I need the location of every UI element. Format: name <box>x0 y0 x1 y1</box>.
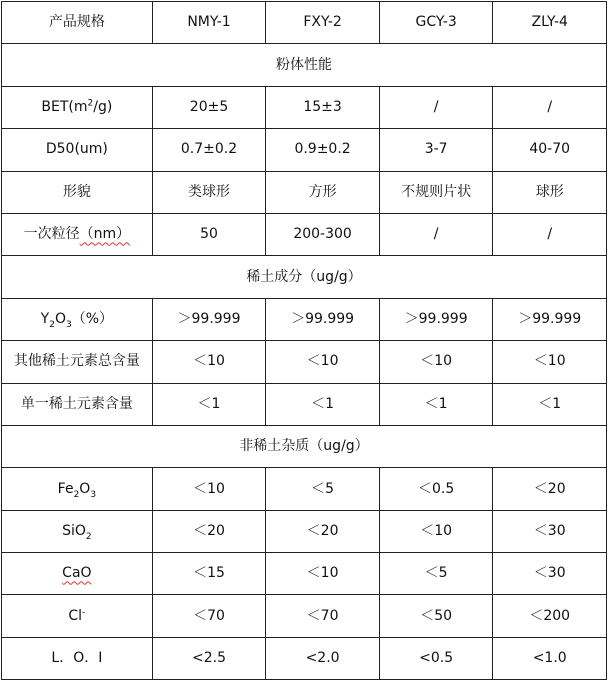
table-cell: ＜50 <box>379 595 493 637</box>
table-cell: ＞99.999 <box>493 298 607 340</box>
table-cell: <2.0 <box>266 637 380 679</box>
table-cell: ＜1 <box>379 383 493 425</box>
table-row <box>2 86 607 128</box>
row-label-bet <box>2 86 153 128</box>
label-subscript: 2 <box>73 489 80 500</box>
table-cell: ＜70 <box>266 595 380 637</box>
label-text: （%） <box>71 311 114 328</box>
label-superscript: 2 <box>87 98 94 109</box>
table-cell: 200-300 <box>266 213 380 255</box>
table-cell: ＜10 <box>379 510 493 552</box>
table-cell: ＞99.999 <box>266 298 380 340</box>
label-subscript: 3 <box>90 489 97 500</box>
product-spec-table <box>1 1 607 680</box>
label-superscript: - <box>82 607 86 618</box>
label-subscript: 3 <box>66 319 72 330</box>
section-row <box>2 425 607 467</box>
table-cell: ＜15 <box>152 553 266 595</box>
table-cell: 15±3 <box>266 86 380 128</box>
table-cell: ＞99.999 <box>152 298 266 340</box>
table-cell: ＜10 <box>152 341 266 383</box>
table-row <box>2 595 607 637</box>
section-row <box>2 44 607 86</box>
table-cell: / <box>379 86 493 128</box>
table-cell: ＜10 <box>266 341 380 383</box>
header-product: NMY-1 <box>152 2 266 44</box>
table-cell: ＜10 <box>493 341 607 383</box>
table-cell: 不规则片状 <box>379 171 493 213</box>
table-cell: 0.9±0.2 <box>266 129 380 171</box>
header-label: 产品规格 <box>2 2 153 44</box>
table-cell: ＜5 <box>266 468 380 510</box>
table-cell: ＜1 <box>152 383 266 425</box>
label-text: BET(m <box>41 99 88 116</box>
table-cell: ＜10 <box>266 553 380 595</box>
table-cell: 50 <box>152 213 266 255</box>
label-text: Y <box>40 311 50 328</box>
table-row <box>2 171 607 213</box>
label-text: CaO <box>62 565 92 582</box>
label-subscript: 2 <box>49 319 55 330</box>
label-text: Fe <box>57 480 74 497</box>
table-cell: <1.0 <box>493 637 607 679</box>
table-cell: 20±5 <box>152 86 266 128</box>
header-product: GCY-3 <box>379 2 493 44</box>
row-label-d50: D50(um) <box>2 129 153 171</box>
table-row <box>2 510 607 552</box>
table-row <box>2 553 607 595</box>
table-row <box>2 129 607 171</box>
header-row <box>2 2 607 44</box>
label-text: SiO <box>62 522 86 539</box>
table-row <box>2 383 607 425</box>
table-cell: ＜5 <box>379 553 493 595</box>
section-title-rare-earth: 稀土成分（ug/g） <box>2 256 607 298</box>
table-cell: ＜20 <box>493 468 607 510</box>
table-cell: ＜1 <box>266 383 380 425</box>
table-cell: / <box>379 213 493 255</box>
table-cell: / <box>493 86 607 128</box>
row-label-primary-size <box>2 213 153 255</box>
table-cell: ＜20 <box>152 510 266 552</box>
table-cell: ＞99.999 <box>379 298 493 340</box>
table-cell: <2.5 <box>152 637 266 679</box>
label-text: /g) <box>93 99 113 116</box>
table-row <box>2 298 607 340</box>
table-cell: ＜0.5 <box>379 468 493 510</box>
section-title-powder: 粉体性能 <box>2 44 607 86</box>
table-cell: ＜10 <box>379 341 493 383</box>
table-row <box>2 213 607 255</box>
label-text: Cl <box>68 607 83 624</box>
table-cell: 类球形 <box>152 171 266 213</box>
table-cell: 40-70 <box>493 129 607 171</box>
table-cell: ＜30 <box>493 510 607 552</box>
table-cell: 3-7 <box>379 129 493 171</box>
label-text: O <box>54 311 66 328</box>
row-label-fe2o3 <box>2 468 153 510</box>
table-row <box>2 468 607 510</box>
row-label-sio2 <box>2 510 153 552</box>
table-cell: ＜20 <box>266 510 380 552</box>
table-cell: ＜200 <box>493 595 607 637</box>
table-cell: ＜70 <box>152 595 266 637</box>
row-label-other-re: 其他稀土元素总含量 <box>2 341 153 383</box>
table-cell: 方形 <box>266 171 380 213</box>
label-text: O <box>79 480 91 497</box>
section-title-non-rare-earth: 非稀土杂质（ug/g） <box>2 425 607 467</box>
section-row <box>2 256 607 298</box>
label-text: 一次粒径 <box>23 226 80 243</box>
table-row <box>2 637 607 679</box>
header-product: FXY-2 <box>266 2 380 44</box>
table-cell: ＜10 <box>152 468 266 510</box>
table-cell: / <box>493 213 607 255</box>
table-cell: 球形 <box>493 171 607 213</box>
table-cell: <0.5 <box>379 637 493 679</box>
row-label-single-re: 单一稀土元素含量 <box>2 383 153 425</box>
table-cell: ＜1 <box>493 383 607 425</box>
table-cell: 0.7±0.2 <box>152 129 266 171</box>
label-subscript: 2 <box>85 531 92 542</box>
table-cell: ＜30 <box>493 553 607 595</box>
table-row <box>2 341 607 383</box>
row-label-loi: L．O．I <box>2 637 153 679</box>
row-label-morphology: 形貌 <box>2 171 153 213</box>
row-label-cl <box>2 595 153 637</box>
label-text: （nm） <box>79 226 131 243</box>
row-label-y2o3 <box>2 298 153 340</box>
row-label-cao <box>2 553 153 595</box>
header-product: ZLY-4 <box>493 2 607 44</box>
